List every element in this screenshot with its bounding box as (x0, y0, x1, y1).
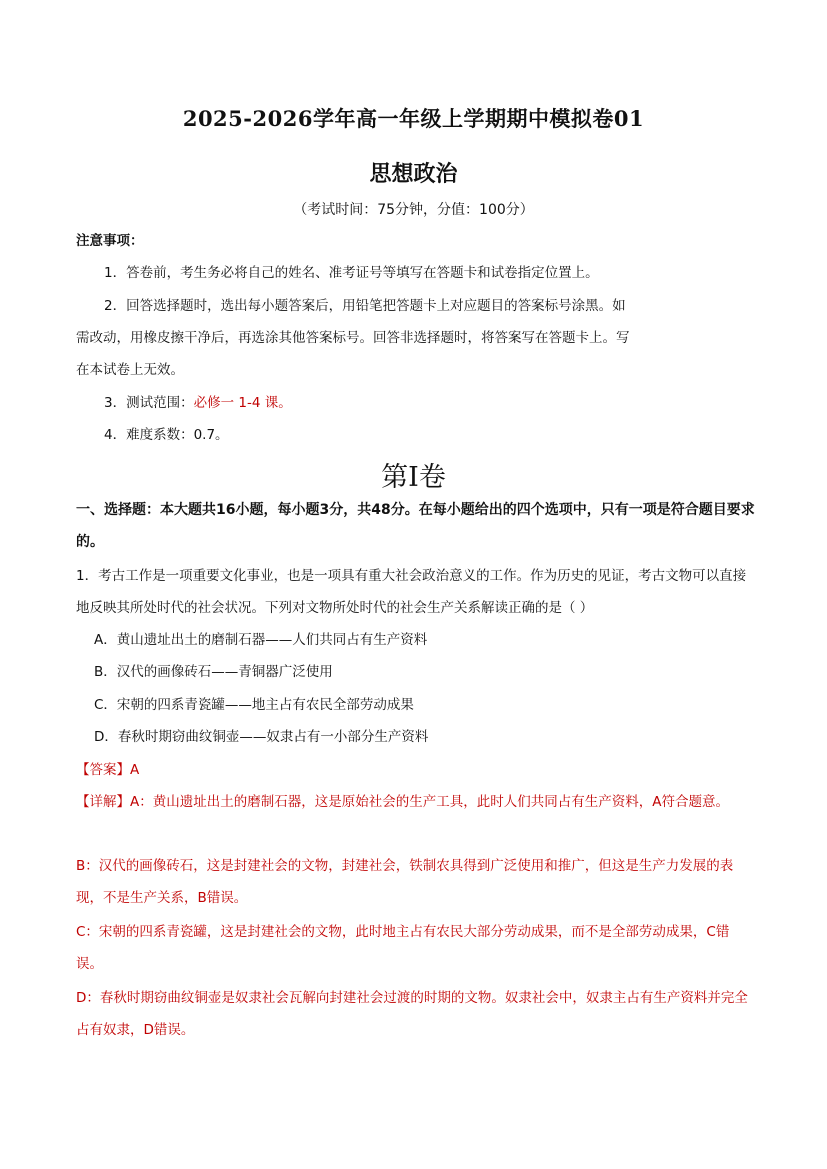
notes-heading: 注意事项： (76, 233, 144, 249)
note-item-4: 4．难度系数：0.7。 (104, 427, 229, 443)
detail-c: C：宋朝的四系青瓷罐，这是封建社会的文物，此时地主占有农民大部分劳动成果，而不是全部劳动成果，C错误。 (76, 924, 730, 972)
detail-a-text: A：黄山遗址出土的磨制石器，这是原始社会的生产工具，此时人们共同占有生产资料，A符合题意。 (130, 794, 729, 810)
option-c: C．宋朝的四系青瓷罐——地主占有农民全部劳动成果 (94, 697, 414, 713)
option-d: D．春秋时期窃曲纹铜壶——奴隶占有一小部分生产资料 (94, 729, 429, 745)
subject-title: 思想政治 (369, 162, 458, 187)
note-item-3-prefix: 3．测试范围： (104, 395, 194, 411)
detail-label: 【详解】 (76, 794, 130, 810)
option-b: B．汉代的画像砖石——青铜器广泛使用 (94, 664, 333, 680)
note-item-2-line-3: 在本试卷上无效。 (76, 362, 184, 378)
note-item-2-line-2: 需改动，用橡皮擦干净后，再选涂其他答案标号。回答非选择题时，将答案写在答题卡上。写 (76, 330, 630, 346)
exam-title: 2025-2026学年高一年级上学期期中模拟卷01 (182, 106, 645, 131)
detail-a (76, 786, 756, 818)
detail-b: B：汉代的画像砖石，这是封建社会的文物，封建社会，铁制农具得到广泛使用和推广，但这是生产力发展的表现，不是生产关系，B错误。 (76, 858, 734, 906)
question-1-stem: 1．考古工作是一项重要文化事业，也是一项具有重大社会政治意义的工作。作为历史的见证，考古文物可以直接地反映其所处时代的社会状况。下列对文物所处时代的社会生产关系解读正确的是（ ） (76, 568, 747, 616)
answer-label: 【答案】A (76, 762, 140, 778)
section-title: 第I卷 (381, 462, 446, 493)
part-heading: 一、选择题：本大题共16小题，每小题3分，共48分。在每小题给出的四个选项中，只有一项是符合题目要求的。 (76, 502, 755, 550)
note-item-3-range: 必修一 1-4 课。 (193, 395, 292, 411)
note-item-1: 1．答卷前，考生务必将自己的姓名、准考证号等填写在答题卡和试卷指定位置上。 (104, 265, 599, 281)
option-a: A．黄山遗址出土的磨制石器——人们共同占有生产资料 (94, 632, 428, 648)
note-item-3 (104, 393, 292, 413)
detail-d: D：春秋时期窃曲纹铜壶是奴隶社会瓦解向封建社会过渡的时期的文物。奴隶社会中，奴隶主占有生产资料并完全占有奴隶，D错误。 (76, 990, 748, 1038)
exam-info: （考试时间：75分钟，分值：100分） (293, 202, 534, 218)
note-item-2-line-1: 2．回答选择题时，选出每小题答案后，用铅笔把答题卡上对应题目的答案标号涂黑。如 (104, 298, 626, 314)
